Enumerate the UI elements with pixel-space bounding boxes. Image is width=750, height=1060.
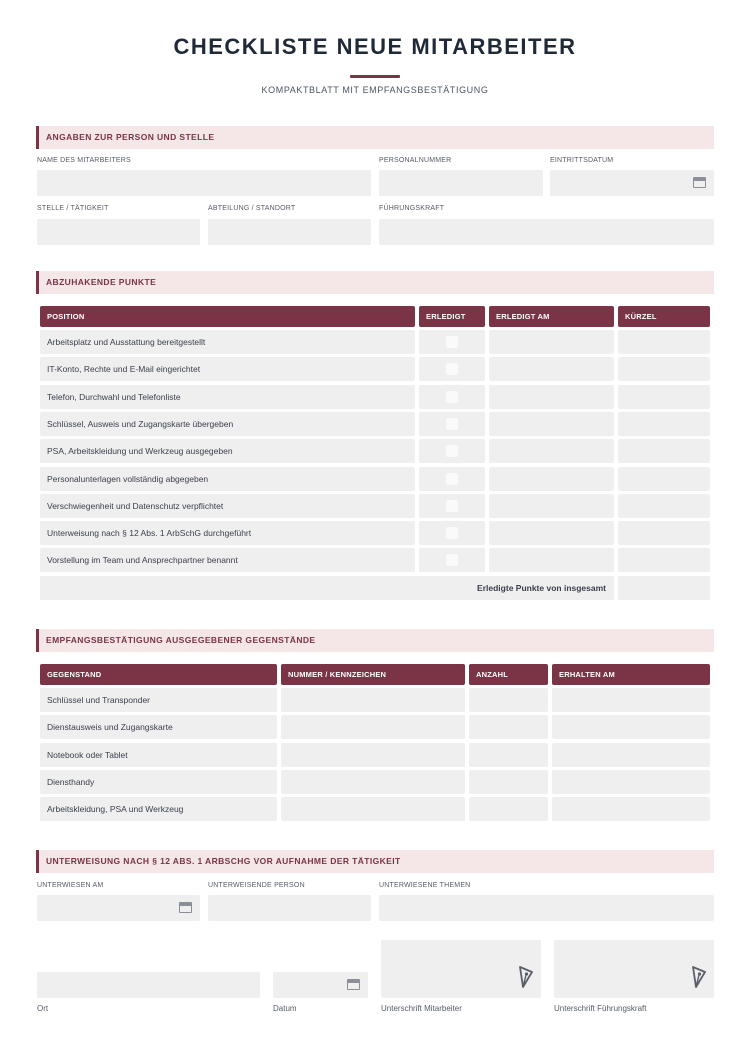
receipt-quantity-field[interactable]: [469, 797, 548, 821]
column-header-number: NUMMER / KENNZEICHEN: [281, 664, 465, 685]
receipt-item-label: Schlüssel und Transponder: [40, 688, 277, 712]
checklist-item-label: Schlüssel, Ausweis und Zugangskarte übergeben: [40, 412, 415, 436]
pen-icon: [519, 966, 533, 988]
receipt-received-date-field[interactable]: [552, 688, 710, 712]
done-checkbox[interactable]: [446, 527, 458, 539]
label-employee-signature: Unterschrift Mitarbeiter: [381, 1004, 462, 1013]
receipt-received-date-field[interactable]: [552, 715, 710, 739]
section-heading-receipt: EMPFANGSBESTÄTIGUNG AUSGEGEBENER GEGENSTÄNDE: [36, 629, 714, 652]
receipt-quantity-field[interactable]: [469, 770, 548, 794]
checklist-done-date-field[interactable]: [489, 439, 614, 463]
personnel-number-field[interactable]: [379, 170, 543, 196]
label-employee-name: NAME DES MITARBEITERS: [37, 157, 131, 164]
checklist-item-label: Personalunterlagen vollständig abgegeben: [40, 467, 415, 491]
section-heading-instruction: UNTERWEISUNG NACH § 12 ABS. 1 ARBSCHG VOR AUFNAHME DER TÄTIGKEIT: [36, 850, 714, 873]
checklist-item-label: Vorstellung im Team und Ansprechpartner benannt: [40, 548, 415, 572]
checklist-done-date-field[interactable]: [489, 412, 614, 436]
checklist-summary-label: Erledigte Punkte von insgesamt: [40, 576, 614, 600]
column-header-item: GEGENSTAND: [40, 664, 277, 685]
receipt-item-label: Notebook oder Tablet: [40, 743, 277, 767]
checklist-done-date-field[interactable]: [489, 521, 614, 545]
calendar-icon[interactable]: [347, 979, 360, 990]
start-date-field[interactable]: [550, 170, 714, 196]
receipt-number-field[interactable]: [281, 688, 465, 712]
checklist-done-cell: [419, 385, 485, 409]
checklist-done-date-field[interactable]: [489, 330, 614, 354]
title-divider: [350, 75, 400, 78]
label-topics: UNTERWIESENE THEMEN: [379, 882, 471, 889]
receipt-item-label: Diensthandy: [40, 770, 277, 794]
column-header-done-date: ERLEDIGT AM: [489, 306, 614, 327]
done-checkbox[interactable]: [446, 363, 458, 375]
checklist-initials-field[interactable]: [618, 385, 710, 409]
receipt-received-date-field[interactable]: [552, 770, 710, 794]
pen-icon: [692, 966, 706, 988]
place-field[interactable]: [37, 972, 260, 998]
label-signature-date: Datum: [273, 1004, 297, 1013]
checklist-item-label: IT-Konto, Rechte und E-Mail eingerichtet: [40, 357, 415, 381]
label-start-date: EINTRITTSDATUM: [550, 157, 614, 164]
receipt-quantity-field[interactable]: [469, 688, 548, 712]
label-department: ABTEILUNG / STANDORT: [208, 205, 296, 212]
receipt-quantity-field[interactable]: [469, 743, 548, 767]
done-checkbox[interactable]: [446, 473, 458, 485]
checklist-item-label: Telefon, Durchwahl und Telefonliste: [40, 385, 415, 409]
instruction-date-field[interactable]: [37, 895, 200, 921]
label-place: Ort: [37, 1004, 49, 1013]
employee-signature-field[interactable]: [381, 940, 541, 998]
checklist-item-label: Unterweisung nach § 12 Abs. 1 ArbSchG durchgeführt: [40, 521, 415, 545]
instructor-field[interactable]: [208, 895, 371, 921]
column-header-received-date: ERHALTEN AM: [552, 664, 710, 685]
section-heading-checklist: ABZUHAKENDE PUNKTE: [36, 271, 714, 294]
done-checkbox[interactable]: [446, 554, 458, 566]
checklist-initials-field[interactable]: [618, 521, 710, 545]
checklist-done-cell: [419, 357, 485, 381]
checklist-done-date-field[interactable]: [489, 357, 614, 381]
receipt-item-label: Dienstausweis und Zugangskarte: [40, 715, 277, 739]
checklist-done-cell: [419, 548, 485, 572]
checklist-summary-field[interactable]: [618, 576, 710, 600]
column-header-quantity: ANZAHL: [469, 664, 548, 685]
checklist-initials-field[interactable]: [618, 548, 710, 572]
label-instructor: UNTERWEISENDE PERSON: [208, 882, 305, 889]
topics-field[interactable]: [379, 895, 714, 921]
column-header-initials: KÜRZEL: [618, 306, 710, 327]
manager-field[interactable]: [379, 219, 714, 245]
checklist-initials-field[interactable]: [618, 330, 710, 354]
checklist-done-cell: [419, 494, 485, 518]
receipt-number-field[interactable]: [281, 743, 465, 767]
department-field[interactable]: [208, 219, 371, 245]
receipt-number-field[interactable]: [281, 797, 465, 821]
receipt-number-field[interactable]: [281, 770, 465, 794]
page-title: CHECKLISTE NEUE MITARBEITER: [173, 34, 577, 59]
label-manager: FÜHRUNGSKRAFT: [379, 205, 445, 212]
done-checkbox[interactable]: [446, 391, 458, 403]
checklist-done-cell: [419, 521, 485, 545]
checklist-done-date-field[interactable]: [489, 467, 614, 491]
checklist-initials-field[interactable]: [618, 357, 710, 381]
checklist-item-label: Verschwiegenheit und Datenschutz verpflichtet: [40, 494, 415, 518]
label-position: STELLE / TÄTIGKEIT: [37, 205, 109, 212]
checklist-done-cell: [419, 439, 485, 463]
calendar-icon[interactable]: [179, 902, 192, 913]
receipt-number-field[interactable]: [281, 715, 465, 739]
receipt-item-label: Arbeitskleidung, PSA und Werkzeug: [40, 797, 277, 821]
signature-date-field[interactable]: [273, 972, 368, 998]
page-subtitle: KOMPAKTBLATT MIT EMPFANGSBESTÄTIGUNG: [261, 85, 489, 95]
label-personnel-number: PERSONALNUMMER: [379, 157, 452, 164]
checklist-initials-field[interactable]: [618, 494, 710, 518]
receipt-received-date-field[interactable]: [552, 743, 710, 767]
label-manager-signature: Unterschrift Führungskraft: [554, 1004, 647, 1013]
checklist-item-label: Arbeitsplatz und Ausstattung bereitgestellt: [40, 330, 415, 354]
column-header-done: ERLEDIGT: [419, 306, 485, 327]
done-checkbox[interactable]: [446, 500, 458, 512]
calendar-icon[interactable]: [693, 177, 706, 188]
done-checkbox[interactable]: [446, 418, 458, 430]
checklist-done-date-field[interactable]: [489, 494, 614, 518]
checklist-done-cell: [419, 330, 485, 354]
section-heading-person: ANGABEN ZUR PERSON UND STELLE: [36, 126, 714, 149]
position-field[interactable]: [37, 219, 200, 245]
employee-name-field[interactable]: [37, 170, 371, 196]
column-header-position: POSITION: [40, 306, 415, 327]
checklist-done-date-field[interactable]: [489, 385, 614, 409]
checklist-done-date-field[interactable]: [489, 548, 614, 572]
checklist-done-cell: [419, 412, 485, 436]
checklist-item-label: PSA, Arbeitskleidung und Werkzeug ausgegeben: [40, 439, 415, 463]
checklist-initials-field[interactable]: [618, 439, 710, 463]
manager-signature-field[interactable]: [554, 940, 714, 998]
checklist-initials-field[interactable]: [618, 467, 710, 491]
receipt-quantity-field[interactable]: [469, 715, 548, 739]
checklist-initials-field[interactable]: [618, 412, 710, 436]
done-checkbox[interactable]: [446, 445, 458, 457]
done-checkbox[interactable]: [446, 336, 458, 348]
checklist-done-cell: [419, 467, 485, 491]
receipt-received-date-field[interactable]: [552, 797, 710, 821]
label-instruction-date: UNTERWIESEN AM: [37, 882, 104, 889]
